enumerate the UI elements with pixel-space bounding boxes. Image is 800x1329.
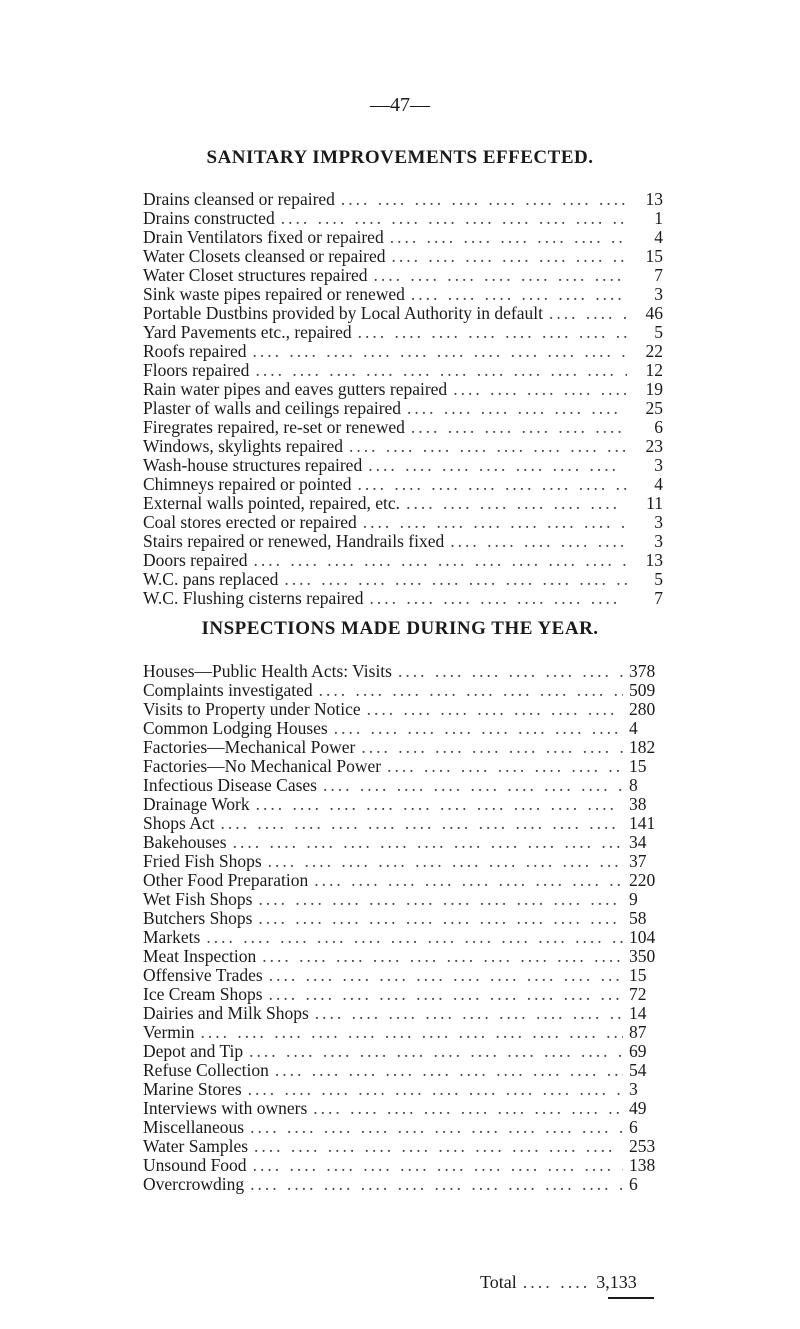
- item-value: 7: [654, 265, 663, 285]
- list-item: [143, 1080, 663, 1099]
- list-item: [143, 871, 663, 890]
- total-row: [480, 1272, 646, 1293]
- dot-leader: [411, 418, 627, 437]
- item-value: 58: [629, 908, 647, 928]
- item-value: 9: [629, 889, 638, 909]
- item-value: 509: [629, 680, 656, 700]
- item-value: 4: [629, 718, 638, 738]
- dot-leader: [549, 304, 627, 323]
- dot-leader: [398, 662, 623, 681]
- dot-leader: [233, 833, 623, 852]
- item-value: 14: [629, 1003, 647, 1023]
- list-item: [143, 852, 663, 871]
- dot-leader: [255, 361, 627, 380]
- dot-leader: [250, 1118, 623, 1137]
- item-label: Windows, skylights repaired: [143, 436, 344, 456]
- item-label: Rain water pipes and eaves gutters repaired: [143, 379, 448, 399]
- item-value: 3: [654, 531, 663, 551]
- list-item: [143, 418, 663, 437]
- list-item: [143, 513, 663, 532]
- list-item: [143, 662, 663, 681]
- item-label: Firegrates repaired, re-set or renewed: [143, 417, 405, 437]
- list-item: [143, 700, 663, 719]
- item-value: 220: [629, 870, 656, 890]
- list-item: [143, 342, 663, 361]
- item-value: 8: [629, 775, 638, 795]
- item-value: 54: [629, 1060, 647, 1080]
- page-number: —47—: [370, 94, 430, 116]
- item-value: 6: [629, 1174, 638, 1194]
- dot-leader: [314, 871, 623, 890]
- dot-leader: [392, 247, 627, 266]
- dot-leader: [201, 1023, 623, 1042]
- list-item: [143, 437, 663, 456]
- item-label: Butchers Shops: [143, 908, 253, 928]
- list-item: [143, 776, 663, 795]
- dot-leader: [390, 228, 627, 247]
- item-label: Wet Fish Shops: [143, 889, 253, 909]
- dot-leader: [258, 890, 623, 909]
- dot-leader: [269, 985, 623, 1004]
- dot-leader: [387, 757, 623, 776]
- item-label: Houses—Public Health Acts: Visits: [143, 661, 392, 681]
- dot-leader: [275, 1061, 623, 1080]
- list-item: [143, 833, 663, 852]
- item-value: 280: [629, 699, 656, 719]
- dot-leader: [367, 700, 623, 719]
- list-item: [143, 985, 663, 1004]
- item-value: 23: [645, 436, 663, 456]
- item-label: Common Lodging Houses: [143, 718, 328, 738]
- dot-leader: [358, 475, 628, 494]
- list-item: [143, 890, 663, 909]
- item-label: Factories—Mechanical Power: [143, 737, 356, 757]
- dot-leader: [253, 551, 627, 570]
- item-value: 37: [629, 851, 647, 871]
- item-value: 46: [645, 303, 663, 323]
- dot-leader: [262, 947, 623, 966]
- item-label: Water Samples: [143, 1136, 249, 1156]
- item-label: Refuse Collection: [143, 1060, 269, 1080]
- item-label: Other Food Preparation: [143, 870, 309, 890]
- dot-leader: [250, 1175, 623, 1194]
- item-value: 3: [654, 455, 663, 475]
- item-label: Visits to Property under Notice: [143, 699, 361, 719]
- list-item: [143, 304, 663, 323]
- dot-leader: [253, 342, 627, 361]
- list-item: [143, 475, 663, 494]
- dot-leader: [248, 1080, 623, 1099]
- list-item: [143, 966, 663, 985]
- list-item: [143, 589, 663, 608]
- item-value: 6: [629, 1117, 638, 1137]
- dot-leader: [284, 570, 627, 589]
- item-label: Shops Act: [143, 813, 215, 833]
- dot-leader: [323, 776, 623, 795]
- item-label: Roofs repaired: [143, 341, 247, 361]
- list-item: [143, 551, 663, 570]
- item-value: 13: [645, 189, 663, 209]
- dot-leader: [368, 456, 627, 475]
- dot-leader: [450, 532, 627, 551]
- item-value: 72: [629, 984, 647, 1004]
- list-item: [143, 1175, 663, 1194]
- list-item: [143, 1023, 663, 1042]
- item-value: 19: [645, 379, 663, 399]
- item-label: Vermin: [143, 1022, 195, 1042]
- item-value: 7: [654, 588, 663, 608]
- item-value: 4: [654, 474, 663, 494]
- item-label: Infectious Disease Cases: [143, 775, 317, 795]
- item-label: Depot and Tip: [143, 1041, 244, 1061]
- item-label: Ice Cream Shops: [143, 984, 263, 1004]
- item-label: Coal stores erected or repaired: [143, 512, 357, 532]
- dot-leader: [269, 966, 623, 985]
- item-value: 6: [654, 417, 663, 437]
- item-label: W.C. Flushing cisterns repaired: [143, 588, 364, 608]
- inspections-title: INSPECTIONS MADE DURING THE YEAR.: [201, 618, 599, 639]
- list-item: [143, 1099, 663, 1118]
- item-label: Dairies and Milk Shops: [143, 1003, 309, 1023]
- total-value: 3,133: [596, 1272, 637, 1292]
- item-label: Overcrowding: [143, 1174, 245, 1194]
- dot-leader: [407, 399, 627, 418]
- item-label: Offensive Trades: [143, 965, 263, 985]
- item-value: 34: [629, 832, 647, 852]
- dot-leader: [268, 852, 623, 871]
- item-label: Drain Ventilators fixed or repaired: [143, 227, 384, 247]
- total-label: Total: [480, 1272, 517, 1292]
- item-label: W.C. pans replaced: [143, 569, 279, 589]
- dot-leader: [253, 1156, 623, 1175]
- dot-leader: [319, 681, 623, 700]
- item-label: Sink waste pipes repaired or renewed: [143, 284, 405, 304]
- dot-leader: [206, 928, 623, 947]
- list-item: [143, 494, 663, 513]
- dot-leader: [358, 323, 627, 342]
- item-value: 25: [645, 398, 663, 418]
- item-label: Complaints investigated: [143, 680, 313, 700]
- item-label: Plaster of walls and ceilings repaired: [143, 398, 402, 418]
- item-label: Bakehouses: [143, 832, 227, 852]
- list-item: [143, 266, 663, 285]
- item-value: 87: [629, 1022, 647, 1042]
- dot-leader: .... ....: [522, 1272, 591, 1292]
- item-label: Floors repaired: [143, 360, 250, 380]
- dot-leader: [254, 1137, 623, 1156]
- item-value: 4: [654, 227, 663, 247]
- inspections-list: [143, 662, 663, 1194]
- list-item: [143, 1042, 663, 1061]
- item-value: 69: [629, 1041, 647, 1061]
- sanitary-list: [143, 190, 663, 608]
- list-item: [143, 570, 663, 589]
- list-item: [143, 456, 663, 475]
- item-value: 49: [629, 1098, 647, 1118]
- dot-leader: [363, 513, 627, 532]
- dot-leader: [370, 589, 627, 608]
- item-value: 5: [654, 322, 663, 342]
- list-item: [143, 928, 663, 947]
- item-label: Markets: [143, 927, 201, 947]
- list-item: [143, 947, 663, 966]
- dot-leader: [258, 909, 623, 928]
- list-item: [143, 1137, 663, 1156]
- dot-leader: [349, 437, 627, 456]
- item-value: 253: [629, 1136, 656, 1156]
- dot-leader: [453, 380, 627, 399]
- list-item: [143, 1118, 663, 1137]
- list-item: [143, 285, 663, 304]
- item-value: 13: [645, 550, 663, 570]
- item-label: External walls pointed, repaired, etc.: [143, 493, 401, 513]
- item-label: Unsound Food: [143, 1155, 247, 1175]
- item-value: 3: [654, 512, 663, 532]
- item-label: Interviews with owners: [143, 1098, 308, 1118]
- item-label: Drainage Work: [143, 794, 250, 814]
- list-item: [143, 1156, 663, 1175]
- item-value: 15: [645, 246, 663, 266]
- list-item: [143, 1004, 663, 1023]
- list-item: [143, 323, 663, 342]
- list-item: [143, 380, 663, 399]
- list-item: [143, 909, 663, 928]
- list-item: [143, 399, 663, 418]
- list-item: [143, 209, 663, 228]
- dot-leader: [341, 190, 627, 209]
- dot-leader: [249, 1042, 623, 1061]
- list-item: [143, 814, 663, 833]
- item-value: 104: [629, 927, 656, 947]
- item-label: Drains cleansed or repaired: [143, 189, 335, 209]
- dot-leader: [374, 266, 627, 285]
- list-item: [143, 247, 663, 266]
- dot-leader: [313, 1099, 623, 1118]
- item-value: 378: [629, 661, 656, 681]
- item-label: Stairs repaired or renewed, Handrails fixed: [143, 531, 445, 551]
- dot-leader: [406, 494, 627, 513]
- dot-leader: [361, 738, 623, 757]
- item-label: Chimneys repaired or pointed: [143, 474, 352, 494]
- item-value: 350: [629, 946, 656, 966]
- item-value: 141: [629, 813, 656, 833]
- item-label: Factories—No Mechanical Power: [143, 756, 382, 776]
- item-label: Drains constructed: [143, 208, 275, 228]
- item-label: Yard Pavements etc., repaired: [143, 322, 352, 342]
- list-item: [143, 1061, 663, 1080]
- item-value: 3: [654, 284, 663, 304]
- item-value: 15: [629, 756, 647, 776]
- item-label: Miscellaneous: [143, 1117, 245, 1137]
- item-label: Marine Stores: [143, 1079, 242, 1099]
- item-value: 1: [654, 208, 663, 228]
- total-underline: [608, 1297, 654, 1299]
- item-value: 138: [629, 1155, 656, 1175]
- item-value: 182: [629, 737, 656, 757]
- dot-leader: [220, 814, 623, 833]
- dot-leader: [334, 719, 623, 738]
- list-item: [143, 738, 663, 757]
- dot-leader: [411, 285, 627, 304]
- list-item: [143, 532, 663, 551]
- item-label: Meat Inspection: [143, 946, 257, 966]
- item-label: Water Closets cleansed or repaired: [143, 246, 386, 266]
- item-value: 22: [645, 341, 663, 361]
- item-label: Water Closet structures repaired: [143, 265, 368, 285]
- list-item: [143, 795, 663, 814]
- item-label: Fried Fish Shops: [143, 851, 262, 871]
- item-value: 5: [654, 569, 663, 589]
- item-value: 11: [646, 493, 663, 513]
- dot-leader: [256, 795, 623, 814]
- list-item: [143, 190, 663, 209]
- item-label: Doors repaired: [143, 550, 248, 570]
- dot-leader: [281, 209, 627, 228]
- item-value: 38: [629, 794, 647, 814]
- item-label: Portable Dustbins provided by Local Authority in default: [143, 303, 544, 323]
- item-label: Wash-house structures repaired: [143, 455, 363, 475]
- list-item: [143, 719, 663, 738]
- dot-leader: [315, 1004, 623, 1023]
- list-item: [143, 228, 663, 247]
- sanitary-title: SANITARY IMPROVEMENTS EFFECTED.: [206, 147, 594, 168]
- item-value: 15: [629, 965, 647, 985]
- list-item: [143, 681, 663, 700]
- list-item: [143, 757, 663, 776]
- item-value: 3: [629, 1079, 638, 1099]
- list-item: [143, 361, 663, 380]
- item-value: 12: [645, 360, 663, 380]
